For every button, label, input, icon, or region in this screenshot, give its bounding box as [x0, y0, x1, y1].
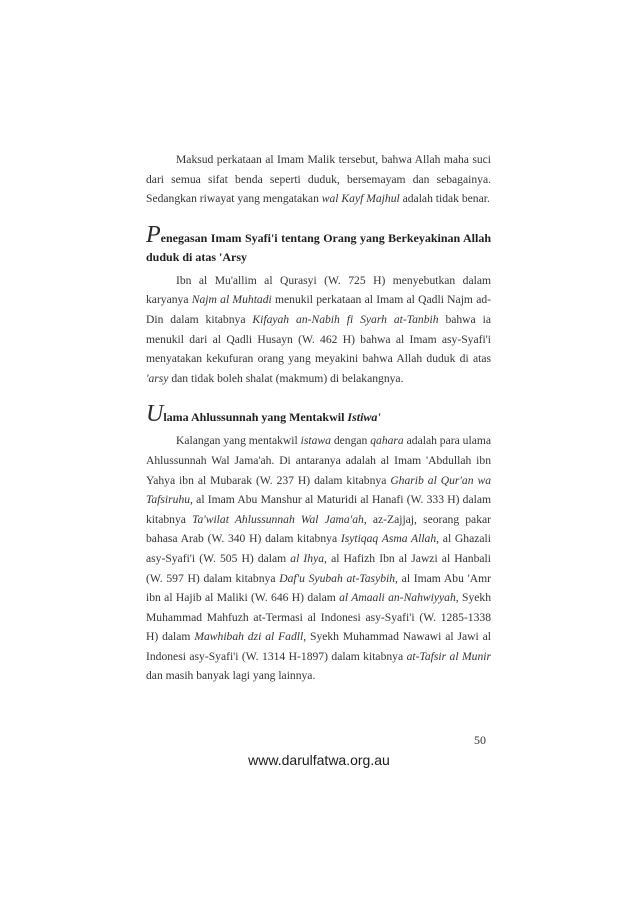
heading-italic: Istiwa': [347, 410, 381, 425]
text-run: dan masih banyak lagi yang lainnya.: [146, 669, 316, 683]
section-heading-ulama: [146, 401, 491, 428]
paragraph-intro: [146, 150, 491, 209]
section-heading-penegasan: [146, 221, 491, 267]
italic-term: 'arsy: [146, 371, 169, 385]
text-run: , al Imam Abu Manshur al Maturidi al Hanafi (W. 333 H) dalam kitabnya: [146, 493, 491, 526]
italic-term: Ta'wilat Ahlussunnah Wal Jama'ah: [192, 512, 364, 526]
text-run: dan tidak boleh shalat (makmum) di belakangnya.: [168, 371, 404, 385]
text-run: , az-Zajjaj, seorang pakar bahasa Arab (W. 340 H) dalam kitabnya: [146, 512, 491, 546]
paragraph-ulama-list: [146, 431, 491, 686]
italic-term: al Ihya: [290, 551, 325, 565]
drop-cap: U: [146, 401, 164, 428]
text-run: Ibn al Mu'allim al Qurasyi (W. 725 H) menyebutkan dalam karyanya: [146, 273, 491, 307]
page-body: [146, 150, 491, 686]
heading-text: enegasan Imam Syafi'i tentang Orang yang Berkeyakinan Allah duduk di atas 'Arsy: [146, 230, 491, 264]
text-run: bahwa ia menukil dari al Qadli Husayn (W. 462 H) bahwa al Imam asy-Syafi'i menyatakan kekufuran orang yang meyakini bahwa Allah duduk di atas: [146, 312, 491, 366]
italic-term: al Amaali an-Nahwiyyah: [339, 591, 456, 605]
italic-term: Mawhibah dzi al Fadll: [194, 630, 304, 644]
italic-term: Isytiqaq Asma Allah: [340, 532, 437, 546]
text-run: , Syekh Muhammad Nawawi al Jawi al Indonesi asy-Syafi'i (W. 1314 H-1897) dalam kitabnya: [146, 630, 491, 663]
page-number: 50: [474, 733, 486, 747]
text-run: adalah tidak benar.: [399, 192, 490, 206]
text-run: , Syekh Muhammad Mahfuzh at-Termasi al Indonesi asy-Syafi'i (W. 1285-1338 H) dalam: [146, 591, 491, 644]
italic-term: Gharib al Qur'an wa Tafsiruhu: [146, 473, 491, 507]
text-run: dengan: [330, 434, 371, 448]
italic-term: wal Kayf Majhul: [321, 192, 400, 206]
italic-term: istawa: [300, 434, 331, 448]
heading-text: lama Ahlussunnah yang Mentakwil: [163, 410, 348, 425]
footer-url: www.darulfatwa.org.au: [248, 752, 390, 768]
italic-term: qahara: [370, 434, 404, 448]
text-run: Maksud perkataan al Imam Malik tersebut, bahwa Allah maha suci dari semua sifat benda seperti duduk, bersemayam dan sebagainya. Sedangkan riwayat yang mengatakan: [146, 153, 491, 206]
text-run: , al Hafizh Ibn al Jawzi al Hanbali (W. 597 H) dalam kitabnya: [146, 551, 491, 585]
italic-term: Kifayah an-Nabih fi Syarh at-Tanbih: [252, 312, 439, 326]
text-run: , al Imam Abu 'Amr ibn al Hajib al Maliki (W. 646 H) dalam: [146, 571, 491, 605]
italic-term: Najm al Muhtadi: [191, 293, 272, 307]
text-run: , al Ghazali asy-Syafi'i (W. 505 H) dalam: [146, 532, 491, 565]
italic-term: at-Tafsir al Munir: [406, 649, 491, 663]
italic-term: Daf'u Syubah at-Tasybih: [279, 571, 396, 585]
text-run: Kalangan yang mentakwil: [176, 434, 301, 448]
drop-cap: P: [146, 221, 161, 248]
text-run: adalah para ulama Ahlussunnah Wal Jama'ah. Di antaranya adalah al Imam 'Abdullah ibn Yahya ibn al Mubarak (W. 237 H) dalam kitabnya: [146, 434, 492, 487]
paragraph-imam-syafii: [146, 271, 491, 389]
text-run: menukil perkataan al Imam al Qadli Najm ad-Din dalam kitabnya: [146, 293, 492, 326]
